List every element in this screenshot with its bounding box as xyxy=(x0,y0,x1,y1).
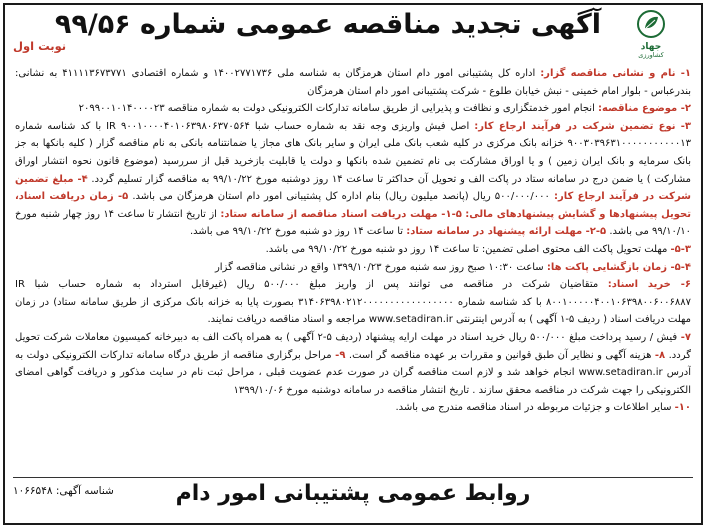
paragraph-label: ۵-۴- زمان بازگشایی پاکت ها: xyxy=(546,261,691,273)
paragraph-label: ۹- xyxy=(335,349,346,361)
notice-title: آگهی تجدید مناقصه عمومی شماره ۹۹/۵۶ xyxy=(54,9,601,40)
paragraph-label: ۵- زمان دریافت اسناد، تحویل پیشنهادها و گشایش پیشنهادهای مالی: xyxy=(15,191,691,220)
paragraph-text: از تاریخ انتشار تا ساعت ۱۴ روز چهار شنبه مورخ ۹۹/۱۰/۱۰ می باشد. xyxy=(15,208,691,238)
logo-word: جهاد xyxy=(640,42,662,52)
notice-frame xyxy=(3,3,703,525)
notice-id: شناسه آگهی: ۱۰۶۶۵۴۸ xyxy=(13,485,114,497)
paragraph xyxy=(15,329,691,399)
notice-body xyxy=(15,65,691,465)
paragraph-text: انجام امور خدمتگزاری و نظافت و پذیرایی از طریق سامانه تدارکات الکترونیکی دولت به شماره مناقصه ۲۰۹۹۰۰۱۰۱۴۰۰۰۰۲۳ xyxy=(78,103,599,115)
paragraph-text: ساعت ۱۰:۳۰ صبح روز سه شنبه مورخ ۱۳۹۹/۱۰/۲۳ واقع در نشانی مناقصه گزار xyxy=(214,261,547,273)
paragraph-label: ۸- xyxy=(654,349,666,361)
paragraph-text: هزینه آگهی و نظایر آن طبق قوانین و مقررات بر عهده مناقصه گر است. xyxy=(348,349,655,361)
paragraph-label: ۳- نوع تضمین شرکت در فرآیند ارجاع کار: xyxy=(474,120,691,132)
jahad-logo-icon xyxy=(607,9,695,61)
paragraph xyxy=(15,65,691,100)
paragraph-label: ۱- نام و نشانی مناقصه گزار: xyxy=(540,68,691,79)
logo-subword: کشاورزی xyxy=(638,51,664,59)
paragraph-label: ۲- موضوع مناقصه: xyxy=(598,103,691,115)
leaf-emblem-icon xyxy=(636,9,666,39)
notice-header xyxy=(5,5,701,63)
paragraph xyxy=(15,100,691,118)
paragraph-text: فیش / رسید پرداخت مبلغ ۵۰۰/۰۰۰ ریال خرید اسناد در مهلت ارایه پیشنهاد (ردیف ۵-۲ آگهی ) به همراه پاکت الف به دبیرخانه کمیسیون معاملات شرکت تحویل گردد. xyxy=(15,331,691,361)
paragraph-text: ۵۰۰/۰۰۰/۰۰۰ ریال (پانصد میلیون ریال) بنام اداره کل پشتیبانی امور دام استان هرمزگان می باشد. xyxy=(132,191,554,203)
paragraph-text: مهلت تحویل پاکت الف محتوی اصلی تضمین: تا ساعت ۱۴ روز دو شنبه مورخ ۹۹/۱۰/۲۲ می باشد. xyxy=(265,243,671,255)
paragraph-label: ۴- مبلغ تضمین شرکت در فرآیند ارجاع کار: xyxy=(15,173,691,203)
paragraph-text: مراحل برگزاری مناقصه از طریق درگاه سامانه تدارکات الکترونیکی دولت به آدرس www.setadiran.ir انجام خواهد شد و لازم است مناقصه گران در صورت عدم عضویت قبلی ، مراحل ثبت نام در سایت مذکور و دریافت گواهی امضای الکترونیکی را جهت شرکت در مناقصه محقق سازند . تاریخ انتشار مناقصه در سامانه دوشنبه مورخ ۱۳۹۹/۱۰/۰۶ xyxy=(15,349,691,396)
paragraph-text: اداره کل پشتیبانی امور دام استان هرمزگان به شناسه ملی ۱۴۰۰۲۷۷۱۷۳۶ و شماره اقتصادی ۴۱۱۱۱۳۶۷۳۷۷۱ به نشانی: بندرعباس - بلوار امام خمینی - نبش خیابان طلوع - شرکت پشتیبانی امور دام استان هرمزگان xyxy=(15,68,691,97)
paragraph-text: متقاضیان شرکت در مناقصه می توانند پس از واریز مبلغ ۵۰۰/۰۰۰ ریال (غیرقابل استرداد به شماره حساب شبا IR ۸۰۰۱۰۰۰۰۰۴۰۰۱۰۶۳۹۸۰۰۶۰۰۶۸۸۷ با کد شناسه شماره ۳۱۴۰۶۳۹۸۰۲۱۲۰۰۰۰۰۰۰۰۰۰۰۰۰۰۰۰۰ بصورت پایا به خزانه بانک مرکزی از طریق سامانه ستاد) در زمان مهلت دریافت اسناد ( ردیف ۵-۱ آگهی ) به آدرس اینترنتی www.setadiran.ir مراجعه و اسناد مناقصه دریافت نمایند. xyxy=(15,279,691,326)
footer-divider xyxy=(13,477,693,478)
paragraph-label: ۱۰- xyxy=(674,402,691,414)
paragraph-text: اصل فیش واریزی وجه نقد به شماره حساب شبا IR ۹۰۰۱۰۰۰۰۴۰۱۰۶۳۹۸۰۶۳۷۰۵۶۴ با کد شناسه شماره ۹۰۰۳۰۳۹۶۳۱۰۰۰۰۰۰۰۰۰۰۰۱۳ خزانه بانک مرکزی در کلیه شعب بانک ملی ایران و سایر بانک های مجاز یا ضمانتنامه بانکی به نام مناقصه گزار ( کلیه بانکها به جز بانک سرمایه و بانک ایران زمین ) و یا اوراق مشارکت بی نام تضمین شده بانکها و دولت یا قابلیت بازخرید قبل از سررسید (موضوع قانون نحوه انتشار اوراق مشارکت ) یا ضمن درج در سامانه ستاد در پاکت الف و تحویل آن حداکثر تا ساعت ۱۴ روز دوشنبه مورخ ۹۹/۱۰/۲۲ به مناقصه گزار تسلیم گردد. xyxy=(15,120,691,185)
notice-footer xyxy=(5,477,701,523)
paragraph xyxy=(15,259,691,277)
paragraph-label: ۵-۳- xyxy=(670,243,691,255)
paragraph-label: ۶- خرید اسناد: xyxy=(607,279,691,291)
footer-title: روابط عمومی پشتیبانی امور دام xyxy=(175,481,531,506)
paragraph-label: ۷- xyxy=(680,331,691,343)
paragraph-label: ۵-۱- مهلت دریافت اسناد مناقصه از سامانه ستاد: xyxy=(220,208,462,220)
edition-label: نوبت اول xyxy=(13,39,67,53)
paragraph xyxy=(15,118,691,241)
paragraph xyxy=(15,276,691,329)
paragraph xyxy=(15,241,691,259)
paragraph xyxy=(15,399,691,417)
paragraph-text: سایر اطلاعات و جزئیات مربوطه در اسناد مناقصه مندرج می باشد. xyxy=(395,402,675,414)
paragraph-text: تا ساعت ۱۴ روز دو شنبه مورخ ۹۹/۱۰/۲۲ می باشد. xyxy=(189,226,407,238)
paragraph-label: ۵-۲- مهلت ارائه پیشنهاد در سامانه ستاد: xyxy=(406,226,607,238)
